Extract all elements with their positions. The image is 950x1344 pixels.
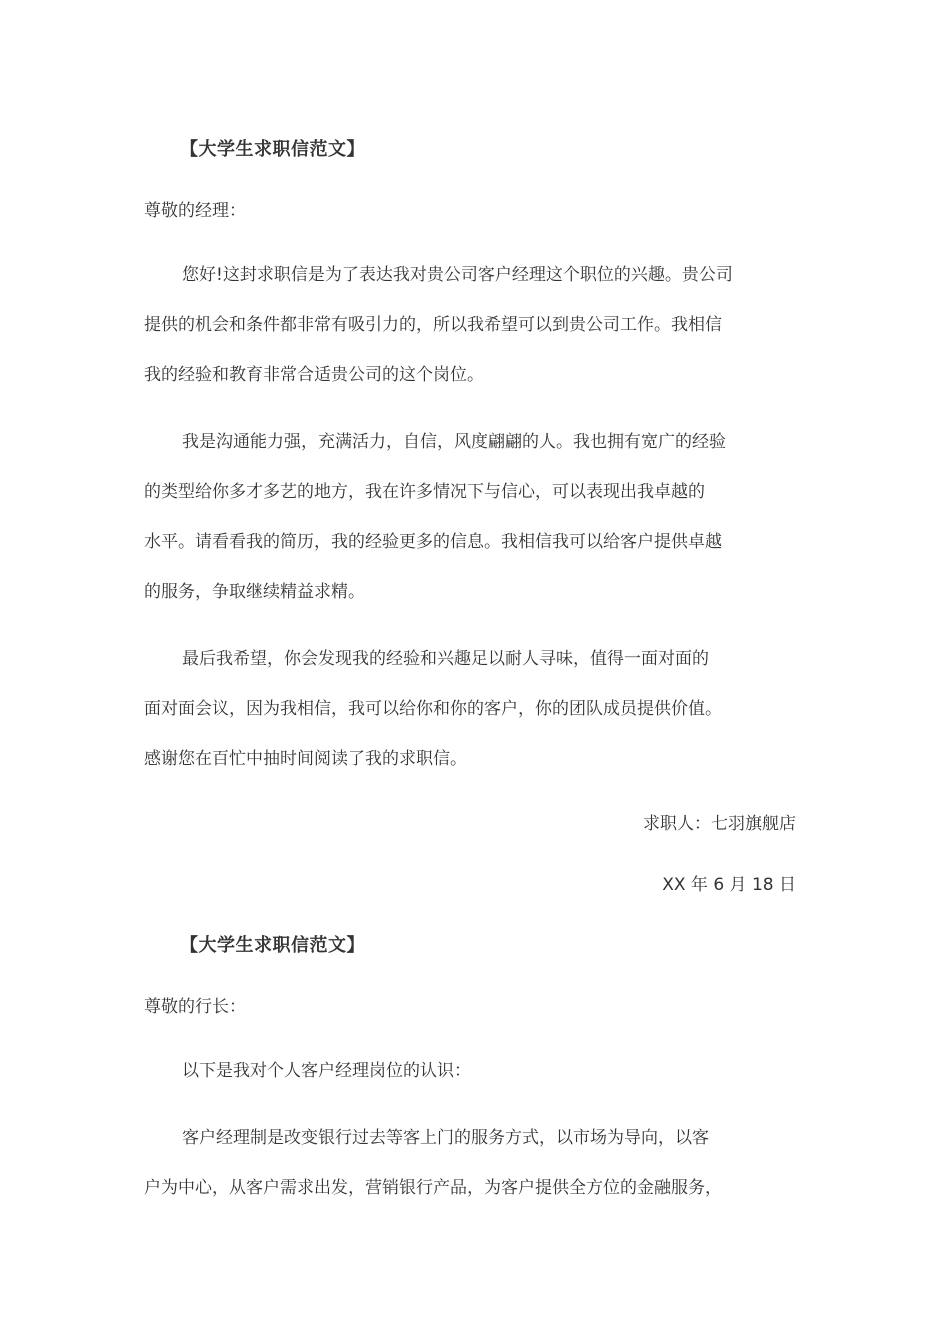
paragraph-line: 户为中心，从客户需求出发，营销银行产品，为客户提供全方位的金融服务， (144, 1178, 722, 1198)
letter-title: 【大学生求职信范文】 (180, 935, 365, 956)
letter-paragraph (144, 250, 796, 400)
paragraph-line: 客户经理制是改变银行过去等客上门的服务方式，以市场为导向，以客 (182, 1128, 709, 1148)
letter-paragraph (144, 417, 796, 617)
second-letter (144, 924, 796, 1213)
letter-salutation: 尊敬的经理： (144, 201, 246, 221)
letter-date: XX 年 6 月 18 日 (662, 875, 796, 895)
paragraph-line: 我是沟通能力强，充满活力，自信，风度翩翩的人。我也拥有宽广的经验 (182, 432, 726, 452)
paragraph-line: 提供的机会和条件都非常有吸引力的，所以我希望可以到贵公司工作。我相信 (144, 315, 722, 335)
document-body (144, 128, 796, 1213)
letter-paragraph (144, 634, 796, 784)
paragraph-line: 面对面会议，因为我相信，我可以给你和你的客户，你的团队成员提供价值。 (144, 699, 722, 719)
signature-name: 七羽旗舰店 (711, 814, 796, 834)
letter-salutation: 尊敬的行长： (144, 997, 246, 1017)
paragraph-line: 的服务，争取继续精益求精。 (144, 582, 365, 602)
signature-label: 求职人： (643, 814, 711, 834)
signature (144, 802, 796, 846)
paragraph-line: 最后我希望，你会发现我的经验和兴趣足以耐人寻味，值得一面对面的 (182, 649, 709, 669)
paragraph-line: 水平。请看看我的简历，我的经验更多的信息。我相信我可以给客户提供卓越 (144, 532, 722, 552)
paragraph-line: 以下是我对个人客户经理岗位的认识： (182, 1061, 471, 1081)
paragraph-line: 您好!这封求职信是为了表达我对贵公司客户经理这个职位的兴趣。贵公司 (182, 265, 733, 285)
letter-paragraph (144, 1046, 796, 1096)
paragraph-line: 的类型给你多才多艺的地方，我在许多情况下与信心，可以表现出我卓越的 (144, 482, 705, 502)
paragraph-line: 我的经验和教育非常合适贵公司的这个岗位。 (144, 365, 484, 385)
letter-paragraph (144, 1113, 796, 1213)
paragraph-line: 感谢您在百忙中抽时间阅读了我的求职信。 (144, 749, 467, 769)
letter-title: 【大学生求职信范文】 (180, 139, 365, 160)
